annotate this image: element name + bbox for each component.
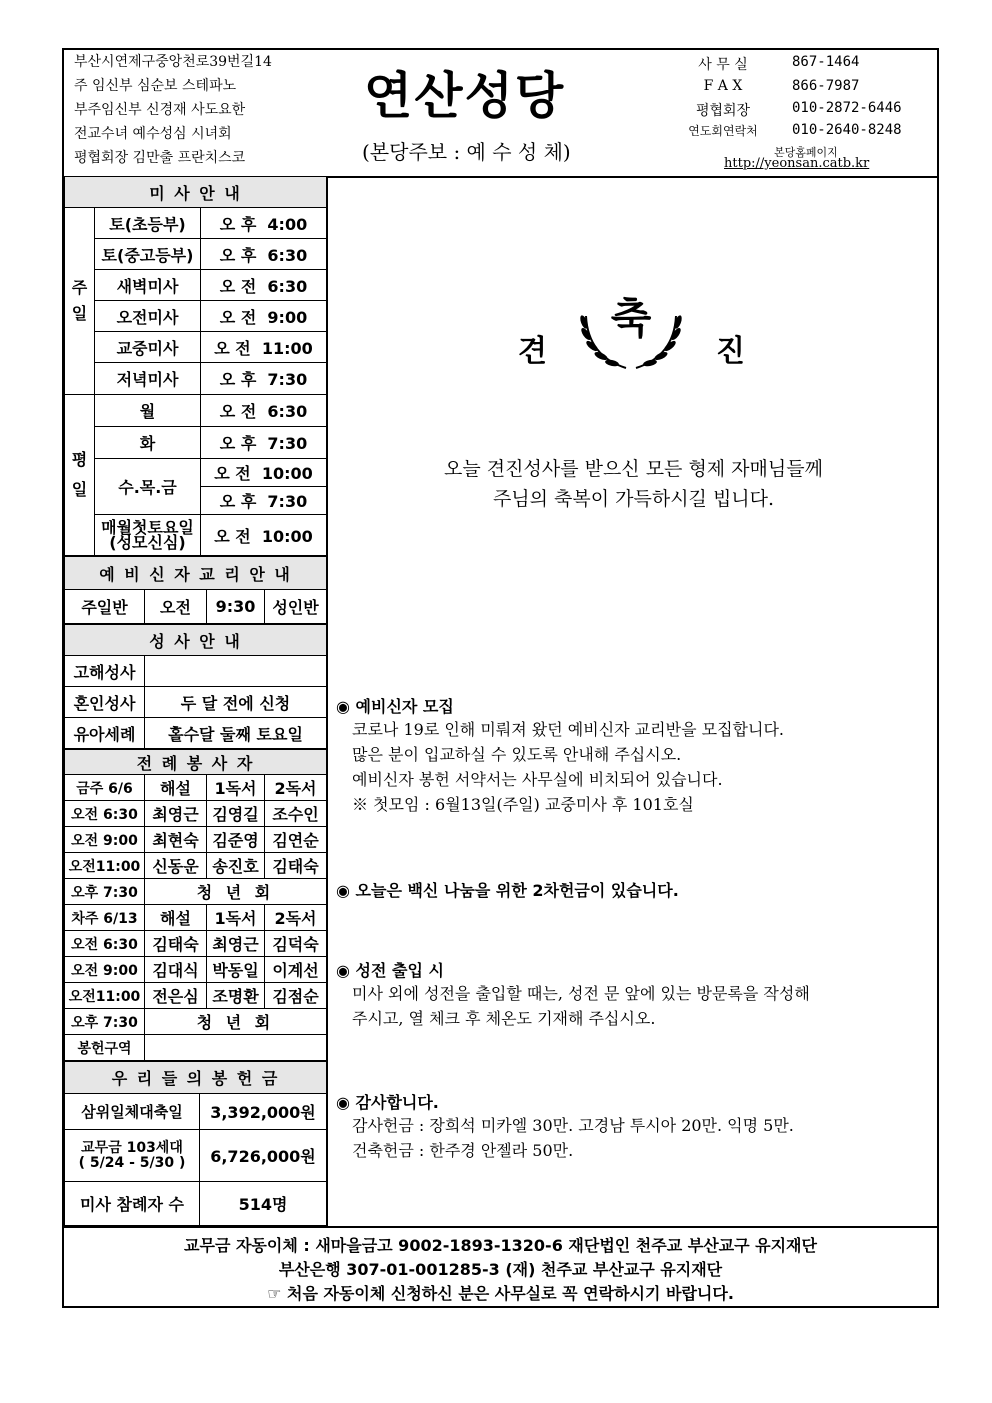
- notice-line: 코로나 19로 인해 미뤄져 왔던 예비신자 교리반을 모집합니다.: [352, 720, 784, 739]
- sacrament-value: 홀수달 둘째 토요일: [145, 718, 327, 749]
- mass-name: 저녁미사: [95, 363, 201, 395]
- contact-notice-line: ☞ 처음 자동이체 신청하신 분은 사무실로 꼭 연락하시기 바랍니다.: [267, 1284, 734, 1303]
- catechumen-title: 예 비 신 자 교 리 안 내: [65, 557, 327, 590]
- parish-address: 부산시연제구중앙천로39번길14: [74, 54, 272, 70]
- mass-slot: 오전 6:30: [65, 801, 145, 827]
- council-president-line: 평협회장 김만출 프란치스코: [74, 150, 246, 166]
- notice-line: 많은 분이 입교하실 수 있도록 안내해 주십시오.: [352, 745, 682, 764]
- offering-area-label: 봉헌구역: [65, 1035, 145, 1061]
- mass-time: 오 전 6:30: [201, 270, 327, 301]
- notice-line: ※ 첫모임 : 6월13일(주일) 교중미사 후 101호실: [352, 795, 694, 814]
- left-column: [64, 176, 326, 1226]
- minister-name: 김준영: [207, 827, 265, 853]
- confirmation-message-line: 오늘 견진성사를 받으신 모든 형제 자매님들께: [444, 458, 823, 480]
- notice-line: 예비신자 봉헌 서약서는 사무실에 비치되어 있습니다.: [352, 770, 723, 789]
- sacrament-title: 성 사 안 내: [65, 625, 327, 656]
- minister-name: 김연순: [265, 827, 327, 853]
- auto-transfer-line: 교무금 자동이체 : 새마을금고 9002-1893-1320-6 재단법인 천주교 부산교구 유지재단: [184, 1236, 817, 1255]
- mass-time: 오 후 7:30: [201, 487, 327, 515]
- sunday-label: 주일: [65, 208, 95, 395]
- minister-name: 이계선: [265, 957, 327, 983]
- homepage-link[interactable]: http://yeonsan.catb.kr: [724, 156, 870, 171]
- notice-catechumen: [336, 694, 936, 817]
- sacrament-name: 고해성사: [65, 656, 145, 687]
- mass-slot: 오전 9:00: [65, 827, 145, 853]
- minister-name: 신동운: [145, 853, 207, 879]
- weekday-label: 평일: [65, 395, 95, 556]
- week-label: 금주 6/6: [65, 775, 145, 801]
- minister-name: 김점순: [265, 983, 327, 1009]
- ministry-table: [64, 749, 327, 1061]
- minister-name: 김덕숙: [265, 931, 327, 957]
- minister-name: 김태숙: [265, 853, 327, 879]
- sacrament-value: [145, 656, 327, 687]
- role-header: 1독서: [207, 905, 265, 931]
- minister-name: 전은심: [145, 983, 207, 1009]
- catechumen-time: 9:30: [207, 590, 265, 624]
- sacrament-name: 유아세례: [65, 718, 145, 749]
- catechumen-table: [64, 556, 327, 624]
- minister-name: 조명환: [207, 983, 265, 1009]
- mass-name: 새벽미사: [95, 270, 201, 301]
- greeting-char-center: 축: [610, 294, 652, 343]
- notice-title: ◉ 예비신자 모집: [336, 697, 454, 716]
- mass-name: 매월첫토요일 (성모신심): [95, 515, 201, 556]
- catechumen-group: 성인반: [265, 590, 327, 624]
- offering-title: 우 리 들 의 봉 헌 금: [65, 1062, 327, 1094]
- week-label: 차주 6/13: [65, 905, 145, 931]
- notice-vaccine: [336, 878, 936, 901]
- ministry-title: 전 례 봉 사 자: [65, 750, 327, 775]
- notice-line: 미사 외에 성전을 출입할 때는, 성전 문 앞에 있는 방문록을 작성해: [352, 984, 810, 1003]
- mass-time: 오 후 6:30: [201, 239, 327, 270]
- parish-title: 연산성당: [364, 67, 566, 125]
- notice-title: ◉ 성전 출입 시: [336, 961, 444, 980]
- right-column: [326, 176, 939, 1226]
- role-header: 1독서: [207, 775, 265, 801]
- parish-info: [64, 50, 326, 176]
- role-header: 해설: [145, 905, 207, 931]
- mass-schedule-table: [64, 176, 327, 556]
- mass-name: 토(초등부): [95, 208, 201, 239]
- bulletin-subtitle: (본당주보 : 예 수 성 체): [362, 140, 571, 164]
- minister-name: 최영근: [207, 931, 265, 957]
- mass-time: 오 후 7:30: [201, 427, 327, 459]
- mass-slot: 오전 9:00: [65, 957, 145, 983]
- offering-amount: 6,726,000원: [200, 1130, 327, 1182]
- minister-name: 송진호: [207, 853, 265, 879]
- role-header: 2독서: [265, 905, 327, 931]
- mass-title: 미 사 안 내: [65, 177, 327, 208]
- mass-time: 오 전 10:00: [201, 459, 327, 487]
- notice-line: 건축헌금 : 한주경 안젤라 50만.: [352, 1141, 574, 1160]
- mass-time: 오 전 10:00: [201, 515, 327, 556]
- catechumen-class: 주일반: [65, 590, 145, 624]
- mass-slot: 오전 6:30: [65, 931, 145, 957]
- mass-time: 오 후 7:30: [201, 363, 327, 395]
- role-header: 해설: [145, 775, 207, 801]
- minister-name: 김영길: [207, 801, 265, 827]
- mass-time: 오 전 9:00: [201, 301, 327, 332]
- offering-table: [64, 1061, 327, 1226]
- bulletin-page: [62, 48, 939, 1308]
- youth-group: 청 년 회: [145, 879, 327, 905]
- mass-name: 오전미사: [95, 301, 201, 332]
- notice-title: ◉ 오늘은 백신 나눔을 위한 2차헌금이 있습니다.: [336, 881, 679, 900]
- greeting-char-left: 견: [518, 334, 547, 369]
- offering-label: 삼위일체대축일: [65, 1094, 200, 1130]
- mass-name: 월: [95, 395, 201, 427]
- minister-name: 최영근: [145, 801, 207, 827]
- minister-name: 최현숙: [145, 827, 207, 853]
- attendance-label: 미사 참례자 수: [65, 1182, 200, 1226]
- homepage-label: 본당홈페이지: [774, 146, 838, 159]
- minister-name: 김대식: [145, 957, 207, 983]
- mass-name: 교중미사: [95, 332, 201, 363]
- offering-amount: 3,392,000원: [200, 1094, 327, 1130]
- confirmation-message-line: 주님의 축복이 가득하시길 빕니다.: [492, 488, 775, 510]
- sacrament-table: [64, 624, 327, 749]
- notice-line: 감사헌금 : 장희석 미카엘 30만. 고경남 투시아 20만. 익명 5만.: [352, 1116, 794, 1135]
- offering-area-value: [145, 1035, 327, 1061]
- bulletin-footer: [64, 1226, 937, 1308]
- youth-group: 청 년 회: [145, 1009, 327, 1035]
- offering-label: 교무금 103세대 ( 5/24 - 5/30 ): [65, 1130, 200, 1182]
- mass-slot: 오전11:00: [65, 983, 145, 1009]
- mass-name: 수.목.금: [95, 459, 201, 515]
- confirmation-greeting: [328, 286, 939, 386]
- mass-slot: 오후 7:30: [65, 879, 145, 905]
- mass-name: 화: [95, 427, 201, 459]
- notice-line: 주시고, 열 체크 후 체온도 기재해 주십시오.: [352, 1009, 656, 1028]
- pastor-line: 주 임신부 심순보 스테파노: [74, 78, 237, 94]
- laurel-emblem: [566, 286, 696, 386]
- attendance-count: 514명: [200, 1182, 327, 1226]
- greeting-char-right: 진: [716, 334, 745, 369]
- catechumen-ampm: 오전: [145, 590, 207, 624]
- bulletin-header: 부산시연제구중앙천로39번길14 주 임신부 심순보 스테파노 부주임신부 신경재 사도요한 전교수녀 예수성심 시녀회 평협회장 김만출 프란치스코 연산성당 (본당주보 : 예 수 성 체) 사 무 실 867-1464 F A X 866-7987 평협회장 010-2872-6446 연도회연락처 010-2640-8248 본당홈페이지 http://yeonsan.catb.kr: [64, 50, 937, 178]
- notice-title: ◉ 감사합니다.: [336, 1093, 439, 1112]
- sacrament-name: 혼인성사: [65, 687, 145, 718]
- notice-thanks: [336, 1090, 936, 1163]
- minister-name: 조수인: [265, 801, 327, 827]
- minister-name: 김태숙: [145, 931, 207, 957]
- mass-time: 오 전 6:30: [201, 395, 327, 427]
- bank-account-line: 부산은행 307-01-001285-3 (재) 천주교 부산교구 유지재단: [278, 1260, 723, 1279]
- sacrament-value: 두 달 전에 신청: [145, 687, 327, 718]
- notice-church-entry: [336, 958, 936, 1031]
- mass-slot: 오후 7:30: [65, 1009, 145, 1035]
- minister-name: 박동일: [207, 957, 265, 983]
- role-header: 2독서: [265, 775, 327, 801]
- mass-name: 토(중고등부): [95, 239, 201, 270]
- sister-line: 전교수녀 예수성심 시녀회: [74, 126, 232, 142]
- mass-slot: 오전11:00: [65, 853, 145, 879]
- mass-time: 오 후 4:00: [201, 208, 327, 239]
- mass-time: 오 전 11:00: [201, 332, 327, 363]
- assistant-pastor-line: 부주임신부 신경재 사도요한: [74, 102, 246, 118]
- confirmation-message: [328, 454, 939, 514]
